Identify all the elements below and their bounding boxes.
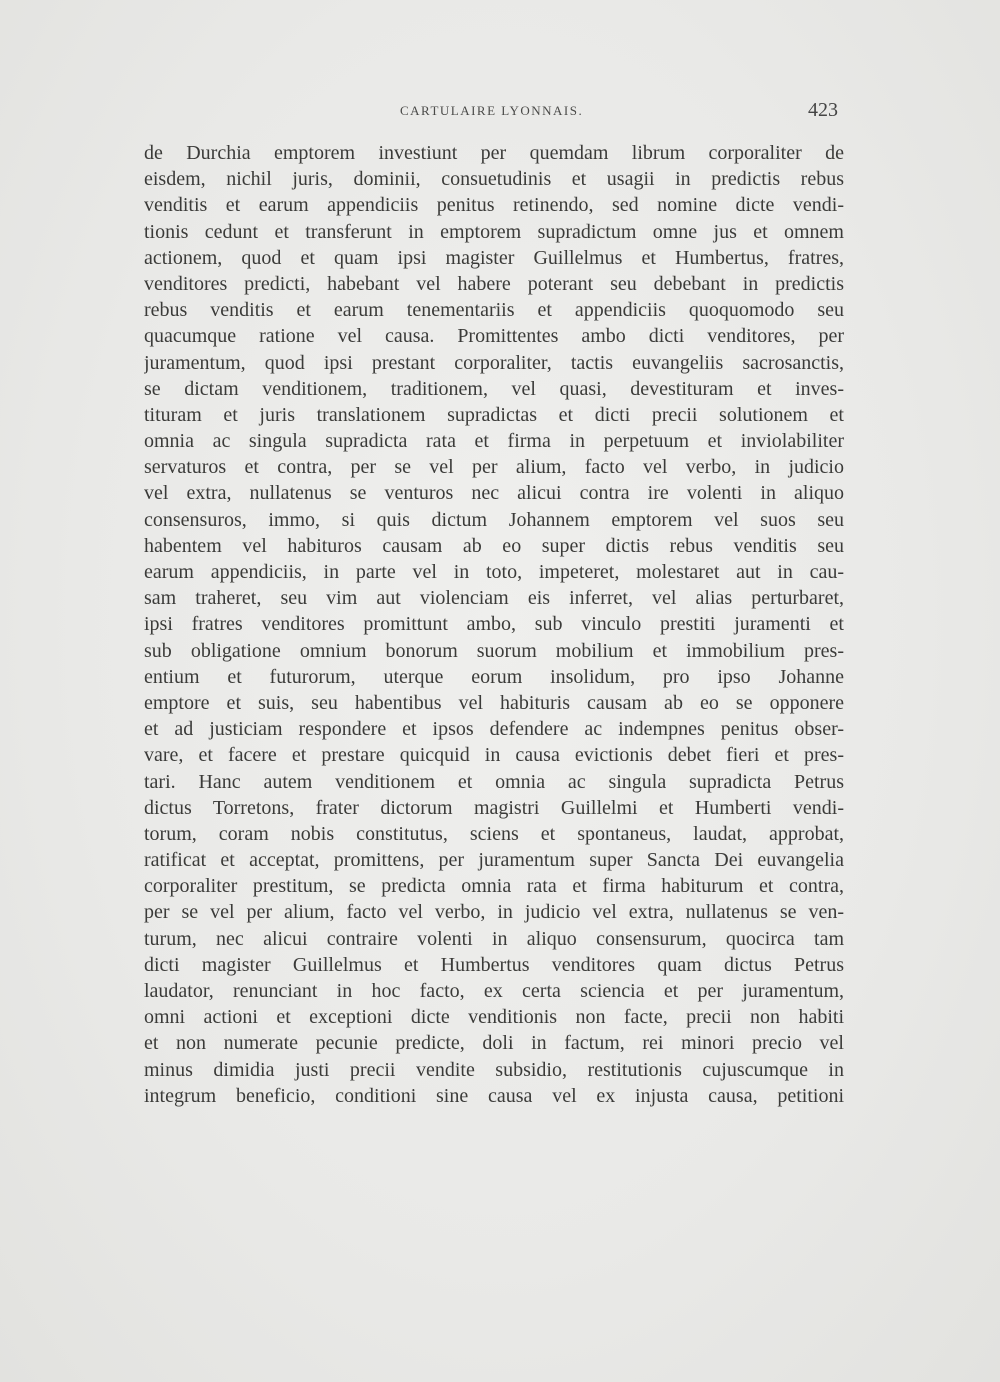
- text-line: integrum beneficio, conditioni sine causa vel ex injusta causa, petitioni: [144, 1084, 844, 1107]
- text-line: dictus Torretons, frater dictorum magistri Guillelmi et Humberti vendi-: [144, 796, 844, 819]
- text-line: quacumque ratione vel causa. Promittentes ambo dicti venditores, per: [144, 325, 844, 348]
- text-line: torum, coram nobis constitutus, sciens et spontaneus, laudat, approbat,: [144, 822, 844, 845]
- text-line: laudator, renunciant in hoc facto, ex certa sciencia et per juramentum,: [144, 980, 844, 1002]
- text-line: rebus venditis et earum tenementariis et appendiciis quoquomodo seu: [144, 299, 844, 322]
- text-line: minus dimidia justi precii vendite subsidio, restitutionis cujuscumque in: [144, 1058, 844, 1081]
- text-line: et non numerate pecunie predicte, doli in factum, rei minori precio vel: [144, 1032, 844, 1055]
- text-line: tari. Hanc autem venditionem et omnia ac singula supradicta Petrus: [144, 770, 844, 793]
- text-line: emptore et suis, seu habentibus vel habituris causam ab eo se opponere: [144, 691, 844, 714]
- text-line: sam traheret, seu vim aut violenciam eis inferret, vel alias perturbaret,: [144, 587, 844, 610]
- text-line: turum, nec alicui contraire volenti in aliquo consensurum, quocirca tam: [144, 927, 844, 950]
- text-line: earum appendiciis, in parte vel in toto, impeteret, molestaret aut in cau-: [144, 561, 844, 583]
- text-line: corporaliter prestitum, se predicta omnia rata et firma habiturum et contra,: [144, 875, 844, 898]
- text-line: omni actioni et exceptioni dicte venditionis non facte, precii non habiti: [144, 1006, 844, 1029]
- page-number: 423: [808, 99, 838, 121]
- text-line: juramentum, quod ipsi prestant corporaliter, tactis euvangeliis sacrosanctis,: [144, 351, 844, 374]
- text-line: consensuros, immo, si quis dictum Johannem emptorem vel suos seu: [144, 508, 844, 531]
- text-line: entium et futurorum, uterque eorum insolidum, pro ipso Johanne: [144, 665, 844, 688]
- text-line: sub obligatione omnium bonorum suorum mobilium et immobilium pres-: [144, 639, 844, 662]
- text-line: tituram et juris translationem supradictas et dicti precii solutionem et: [144, 403, 844, 426]
- text-line: venditores predicti, habebant vel habere poterant seu debebant in predictis: [144, 272, 844, 295]
- body-text: [144, 140, 844, 1109]
- text-line: servaturos et contra, per se vel per alium, facto vel verbo, in judicio: [144, 456, 844, 479]
- text-line: de Durchia emptorem investiunt per quemdam librum corporaliter de: [144, 142, 844, 164]
- text-line: vel extra, nullatenus se venturos nec alicui contra ire volenti in aliquo: [144, 482, 844, 505]
- text-line: ratificat et acceptat, promittens, per juramentum super Sancta Dei euvangelia: [144, 849, 844, 872]
- text-line: omnia ac singula supradicta rata et firma in perpetuum et inviolabiliter: [144, 430, 844, 453]
- text-line: venditis et earum appendiciis penitus retinendo, sed nomine dicte vendi-: [144, 194, 844, 217]
- text-line: per se vel per alium, facto vel verbo, in judicio vel extra, nullatenus se ven-: [144, 901, 844, 924]
- text-line: tionis cedunt et transferunt in emptorem supradictum omne jus et omnem: [144, 220, 844, 243]
- text-line: se dictam venditionem, traditionem, vel quasi, devestituram et inves-: [144, 377, 844, 400]
- text-line: actionem, quod et quam ipsi magister Guillelmus et Humbertus, fratres,: [144, 246, 844, 269]
- text-line: eisdem, nichil juris, dominii, consuetudinis et usagii in predictis rebus: [144, 168, 844, 191]
- text-line: vare, et facere et prestare quicquid in causa evictionis debet fieri et pres-: [144, 744, 844, 767]
- text-line: habentem vel habituros causam ab eo super dictis rebus venditis seu: [144, 534, 844, 557]
- text-line: ipsi fratres venditores promittunt ambo, sub vinculo prestiti juramenti et: [144, 613, 844, 636]
- running-title: CARTULAIRE LYONNAIS.: [400, 103, 584, 118]
- text-line: dicti magister Guillelmus et Humbertus venditores quam dictus Petrus: [144, 953, 844, 976]
- text-line: et ad justiciam respondere et ipsos defendere ac indempnes penitus obser-: [144, 718, 844, 741]
